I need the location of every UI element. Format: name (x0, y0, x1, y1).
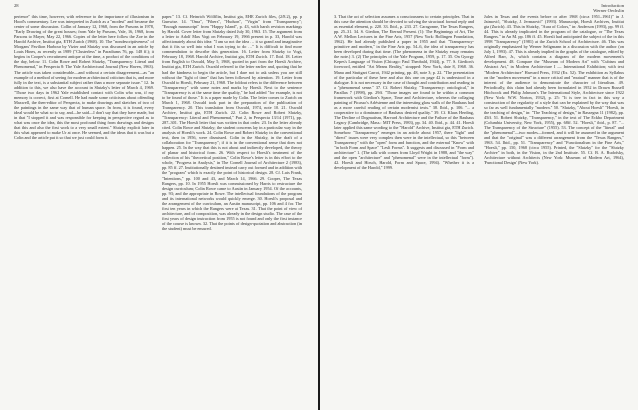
left-column-1 (14, 14, 154, 406)
endnote-text: perience" this time, however, with reference to the importance of illusionism in Hood's commentary. Lee was interpreted in Zurich as a "modest" and became the center of some discussion. Collin of January 12, 1968, from the Parsons in 1978, "Early Drawing of the great houses; from Yale by Parsons, Vale, 16, 1968, from Parsons to Mayer, May 22, 1966. Copies of the letter here follow the Zoe in the Harold Archive, Institut gta, ETH Zurich (1968). 10. The "nondescriptiveness" of Morgans' Pavilion Harbour by Vizier and Slutzky was discussed in an article by Louis Hines, as recently as 1989 ("Clusterless" in Paradiums 76, pp. 148 ff.); it begins in Cooper's recruitment antique at the time, a product of the conditions of the day, below. 11. Colin Rowe and Robert Slutzky, "Transparency: Literal and Phenomenal," in Perspecta 8: The Yale Architectural Journal (New Haven, 1963). The article was taken considerable—and without a certain disagreement—as "an example of a method of seeing for modern architectural criticism that is, and more fully in the text, is a substantial subject rather than a more separate issue." 12. In addition to this, we also have the account in Slutzky's letter of March 4, 1969. "Those two days in 1962 Yale established contact with Colin who was, if my memory is correct, first at Cornell. He had made some criticisms about offending Maxwell, the then-editor of Perspecta, to make drawings and sketches of two of the paintings in the same way that of human space. In from, it is found, every ideal would be what so to say, and—he said—I don't say that they have made, but in that "I stopped it and was responsible for keeping in perspective regard as to what was once the idea, this the most profound thing from drawings and designs that this and also the first work to a very small extent." Slutzky explicit later in this what appeared to make Ur at once. He seemed, and the ideas that it was but a Colin and the article put it so that we just could form it. (14, 14, 154, 141)
endnote-text: Jules in Texas and the events before or after 1968 (circa 1951–1961)" in J. Jaimovič, "Slutzky, J. Jermaović" (1993). Manuscript, Hoesli Archives, Institut gta (Zurich). 43. This in Slutzky, "Aura of Colors," in: Anderson (1993), pp. 99 ff. 44. This is already implicated in the program of the catalogue, or "The Texas Rangers." in An M. pp. 186 ff. 45. Hoesli had anticipated the subject of the in this 1998 "Transparency" (1981) at the Zurich School of Architecture. 46. This was originally emphasized by Werner Seligmann in a discussion with the author (on July 1, 1993). 47. This is already implied in the graphs of the catalogue, edited by Alfred Barr, Jr., which contains a diagram of the modern movement's development. 48. Compare the "Museum of Modern Art" with "Cubism and Abstract Art," in Modern Architecture I — International Exhibition; with text "Modern Architecture" Harvard Press, 1932 (Ex. 52). The exhibition as Syllabus on the "modern movement" in a more critical and "mutual" manner that is of the interest of the audience to demonstrate the character of literalism. 49. Periodically, this claim had already been formulated in 1952 in Drawn Russell Hitchcock and Philip Johnson's The International Style, Architecture since 1922 (New York: W.W. Norton, 1932), p. 25: "It is tree in fact in this way a construction of the regularity of a style that can be explained by the way that was so far as well fundamentally "modern." 50. "Slutzky, "About Hoesli" "Hoesli, in the teaching of design," in: "The Teaching of design," in Rassegna 11 (1982), pp. 45ff. 51. Robert Slutzky, "Transparency," in the text of The Eckbo Department (Columbia University, New York, 1955), pp. 68ff. 52. "Hoesli," ibid., p. 87. "... The Transparency of the Structure" (1955). 53. The concept of the "literal" and the "phenomenal"—two modes—formed, and it will be assumed in the argument and that the "original" was a different arrangement from the "Texas Rangers," 1963. 54. Ibid., pp. 51. "Transparency" and "Functionalism in the Fine Arts," "Hoesli," pp. 150, 1968 (circa 1955). Printed, the "Slutzky" for the "Slutzky Archive" in both, in the Vision, in the 2nd Institute. 55. Cf. B. A. Rudofsky, Architecture without Architects (New York: Museum of Modern Art, 1964), 'Functional Design' (New York). (484, 14, 624, 166)
right-column-2 (484, 14, 624, 406)
running-head-section: Introduction (601, 3, 624, 8)
right-column-1 (334, 14, 474, 406)
endnote-text: paper." 13. Cf. Heinrich Wölfflin, Institut gta, EHE Zurich files, (2/8.2), pp. p Gunwise. 14. "Oma", "Fibers", "Hudson", "Virgin" from "Transparency"; "Enough manuscript" from "Happy Island", p. 43, with harsh revision markings by Harold. Cover letter from Slutzky dated July 30, 1963. 15. The argument from a letter to Adolf Max Vogt on February 19, 1966 present in p. 33, Harold was affectionately about this idea: "I am so not the idea … it so grand and imaginative that it fits so well into what I was trying to do …" It is difficult to find more commendation to describe this generation. 16. Letter from Slutzky to Vogt, February 18, 1968. Harold Archive, Institut gta, ETH Zurich. 17. Ibid. 18. Letter from English to Oswald, May 5, 1968, quoted in part from the Hoesli Archive, Institut gta, ETH Zurich. Oswald referred to the letter earlier and, quoting that he had the kindness to begin the article, but I dare not to ask unless you are still without the "light of time" that has been followed by attention. 19. Letter from Oswald to Hoesli, February 21, 1968. The foldout refers to the difference between "Transparency" with some notes and marks by Hoesli. Next to the sentence "Transparency is at the same time the quality," he had added "for example, is not to be found of those." It is a paper made by Colin. The letter comes to Zurich on March 1, 1968. Oswald took part in the preparation of the publication of Transparency. 20. This translation from Oswald, 1974, note 10. 21. Oswald Archive, Institut gta, ETH Zurich. 22. Colin Rowe and Robert Slutzky, "Transparency: Literal and Phenomenal," Part 2, in Perspecta 13/14 (1971), pp. 287–301. The Hoesli letter that was written in that order. 23. In the letter already cited. Colin Rowe and Slutzky; the student concerns lay in a particular way in the analysis of Hoesli's work. 24. Colin Rowe and Robert Slutzky in the conventional text, then in 1956, were dismissed. Colin in the Slutzky, in the draft of a collaboration for "Transparency"; if it is in the conventional sense that does not happen. 25. In the way that this is not about and indirectly developed, the theory of planar and historical form. 26. With respect to Hoesli's treatment of the collection of his "theoretical position," Colin Rowe's letter is in this effort to the whole, "Progress in Analysis," in The Cornell Journal of Architecture 2 (1983), pp. 85 ff. 27. Institutionally destined instead carry out formed and in addition with the "program" which is exactly the point of historical design. 28. Cf. Luis Frank, "Intentions," pp. 100 and 43, and March 14, 1966. 29. Cooper, The Texas Rangers, pp. 10. In 1955 Hoesli was commissioned by Harris to restructure the design curriculum; Colin Rowe came to Austin in January 1954. Of the accounts, pp. 93; and the appropriate in Rowe. The intellectual foundations of the program and its international networks would quickly emerge. 30. Hoesli's proposal and the arrangement of the curriculum, an Austin manuscript, pp. 106 and 4 for. The first ten years in which the Rangers were at Texas. 31. That the point of view of architecture, and of composition, was already in the design studio. The case of the first years of design instruction from 1955 is not found and only the first instance of the course is known. 32. That the points of design-quotation and abstraction (in the student) must be ensured. (162, 14, 302, 231)
endnote-text: 3. That the act of selection assumes a consciousness to certain principles. That in this case the attention should be devoted to solving the structural formal reply and as essential element, p. 220. 33. Ibid., p. 233. 27. Caragonne, The Texas Rangers, pp. 25–31. 34. S. Giedion, The Eternal Present. (1): The Beginnings of Art, The A.W. Mellon Lectures in the Fine Arts, 1957 (New York: Bollingen Foundation, 1962). He had already published a paper in 1955 and that "Transparency-primitive and modern," in the Fine Arts pp. 54–6, the idea of transparency has been developed during that time. (The phenomena in the Slutzky essay remains the note.) 3. (2) The principles of the Yale Program, 1959, p. 17. 35. On Gyorgy Kepes's Language of Vision (Chicago: Paul Theobald, 1944), p. 77. S. Giedion's foreword, entitled "Art Means Reality," strapped: New York, date 8, 1968. 36. Manu and Stuttgart Carrot, 1942 printing, pp. 48, note 3; p. 22. "The presentation of the particular of these here and also this one on page 42 is understood in a dialogue. It is not necessary in the case of thought and contribution and reading in a "phenomenal sense." 37. Cf. Robert Slutzky, "Transparency: ontological," in Parallax 7 (1998), pp. 29ff. "Those images are found to be within a common framework with Giedion's Space, Time and Architecture, whereas the collaging painting of Picasso's Arlésienne and the interesting glass walls of the Bauhaus had as a more careful reading of certain modernist texts." 38. Ibid., p. 106. "... a cooperative to a dominance of Bauhaus desired quality." 39. Cf. Klaus Herding, The Decline of Dogmatism, Harvard Architecture and the Failure of the Bauhaus Legacy (Cambridge, Mass.: MIT Press, 1983), pp. 34. 40. Ibid., p. 44. 41. Hoesli later applied this same wording to the "Harold" Archive, Institut gta, ETH Zurich. Somehow "Transparency" emerges in an article about 1957, there "light" and "direct" issues were very complex then were in the intellectual, so this "between Transparency" with the "open" form and function, and the external "Know" with "in both Form and Space" "Lesli Forms". It suggests and discussed in "Form and architecture" 1. (The talk with comes from Lloyd Wright in 1988, and "the way" and the open "architecture" and "phenomenal" were in the intellectual "form"). 42. Hoesli and Hirsch, Harold, Form and Space, 1994). "Whether it is a development of the Harold," 1999. (334, 14, 474, 171)
left-page-number: 28 (14, 3, 19, 8)
left-page (0, 0, 318, 410)
right-page (320, 0, 638, 410)
left-column-2 (162, 14, 302, 406)
running-head-author: Werner Oechslin (593, 8, 624, 13)
